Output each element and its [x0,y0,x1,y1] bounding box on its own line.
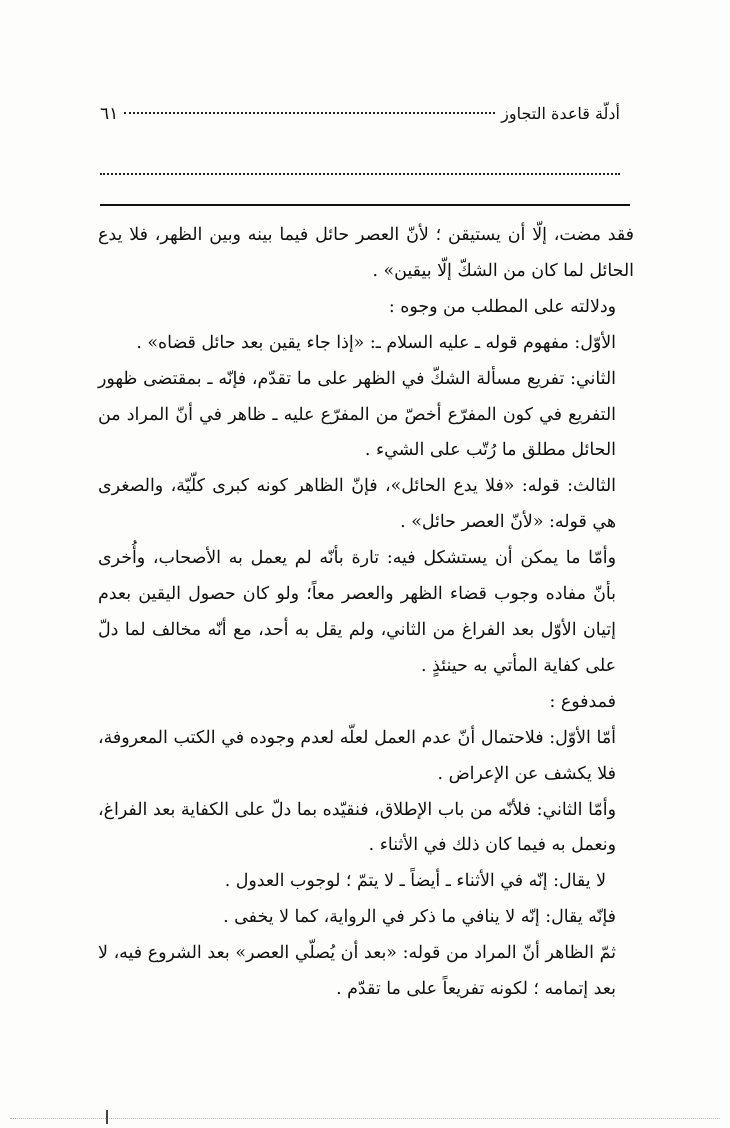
scan-noise [10,1118,720,1119]
paragraph-reply: فإنّه يقال: إنّه لا ينافي ما ذكر في الرواية، كما لا يخفى . [223,907,616,928]
paragraph-objection: وأمّا ما يمكن أن يستشكل فيه: تارة بأنّه لم يعمل به الأصحاب، وأُخرى بأنّ مفاده وجوب قضاء الظهر والعصر معاً؛ ولو كان حصول اليقين بعدم إتيان الأوّل بعد الفراغ من الثاني، ولم يقل به أحد، مع أنّه مخالف لما دلّ على كفاية المأتي به حينئذٍ . [98,548,616,676]
paragraph-second-proof: الثاني: تفريع مسألة الشكّ في الظهر على ما تقدّم، فإنّه ـ بمقتضى ظهور التفريع في كون المفرّع أخصّ من المفرّع عليه ـ ظاهر في أنّ المراد من الحائل مطلق ما رُتّب على الشيء . [98,368,616,461]
gutter-mark [106,1110,108,1124]
page-header [100,104,620,138]
paragraph-objection-in-prayer: لا يقال: إنّه في الأثناء ـ أيضاً ـ لا يتمّ ؛ لوجوب العدول . [224,871,606,892]
dot-leader [124,112,495,114]
paragraph-rebuttal-first: أمّا الأوّل: فلاحتمال أنّ عدم العمل لعلّه لعدم وجوده في الكتب المعروفة، فلا يكشف عن الإعراض . [98,727,616,784]
paragraph-rebuttal-second: وأمّا الثاني: فلأنّه من باب الإطلاق، فنقيّده بما دلّ على الكفاية بعد الفراغ، ونعمل به فيما كان ذلك في الأثناء . [98,799,616,856]
paragraph-rebuttal-heading: فمدفوع : [549,691,616,712]
page-footer [0,1106,730,1128]
paragraph-intro: ودلالته على المطلب من وجوه : [388,296,616,317]
page-number: ٦١ [100,104,119,124]
dotted-divider [100,173,620,175]
paragraph-conclusion: ثمّ الظاهر أنّ المراد من قوله: «بعد أن يُصلّي العصر» بعد الشروع فيه، لا بعد إتمامه ؛ لكونه تفريعاً على ما تقدّم . [98,943,616,1000]
paragraph-continuation: فقد مضت، إلّا أن يستيقن ؛ لأنّ العصر حائل فيما بينه وبين الظهر، فلا يدع الحائل لما كان من الشكّ إلّا بيقين» . [98,225,634,281]
page-body [98,218,634,1008]
paragraph-first-proof: الأوّل: مفهوم قوله ـ عليه السلام ـ: «إذا جاء يقين بعد حائل قضاه» . [136,332,616,353]
header-rule [100,204,630,206]
paragraph-third-proof: الثالث: قوله: «فلا يدع الحائل»، فإنّ الظاهر كونه كبرى كلّيّة، والصغرى هي قوله: «لأنّ العصر حائل» . [98,476,616,533]
running-title: أدلّة قاعدة التجاوز [501,104,620,123]
